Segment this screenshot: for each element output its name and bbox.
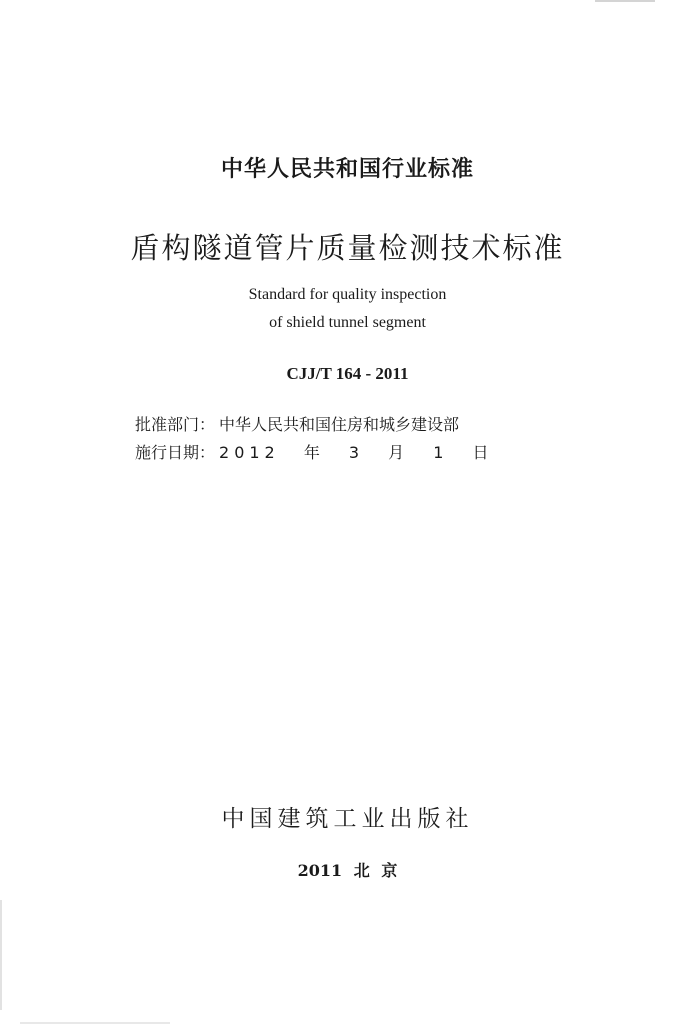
scan-edge-top: [595, 0, 655, 2]
standard-code: CJJ/T 164 - 2011: [286, 364, 409, 383]
title-chinese: 盾构隧道管片质量检测技术标准: [130, 231, 565, 265]
approval-label: 批准部门：: [135, 415, 216, 434]
effective-date-label: 施行日期：: [135, 443, 216, 462]
effective-date-value: 2012 年 3 月 1 日: [219, 443, 494, 462]
publication-year-place: 2011 北 京: [297, 861, 398, 880]
title-english-line-1: Standard for quality inspection: [248, 286, 447, 303]
title-english-line-2: of shield tunnel segment: [269, 314, 426, 331]
standard-category: 中华人民共和国行业标准: [220, 157, 474, 182]
publisher: 中国建筑工业出版社: [221, 806, 474, 832]
effective-date-row: [135, 440, 494, 463]
scan-edge-left: [0, 900, 2, 1010]
approval-row: [135, 412, 459, 435]
approval-value: 中华人民共和国住房和城乡建设部: [219, 415, 460, 434]
